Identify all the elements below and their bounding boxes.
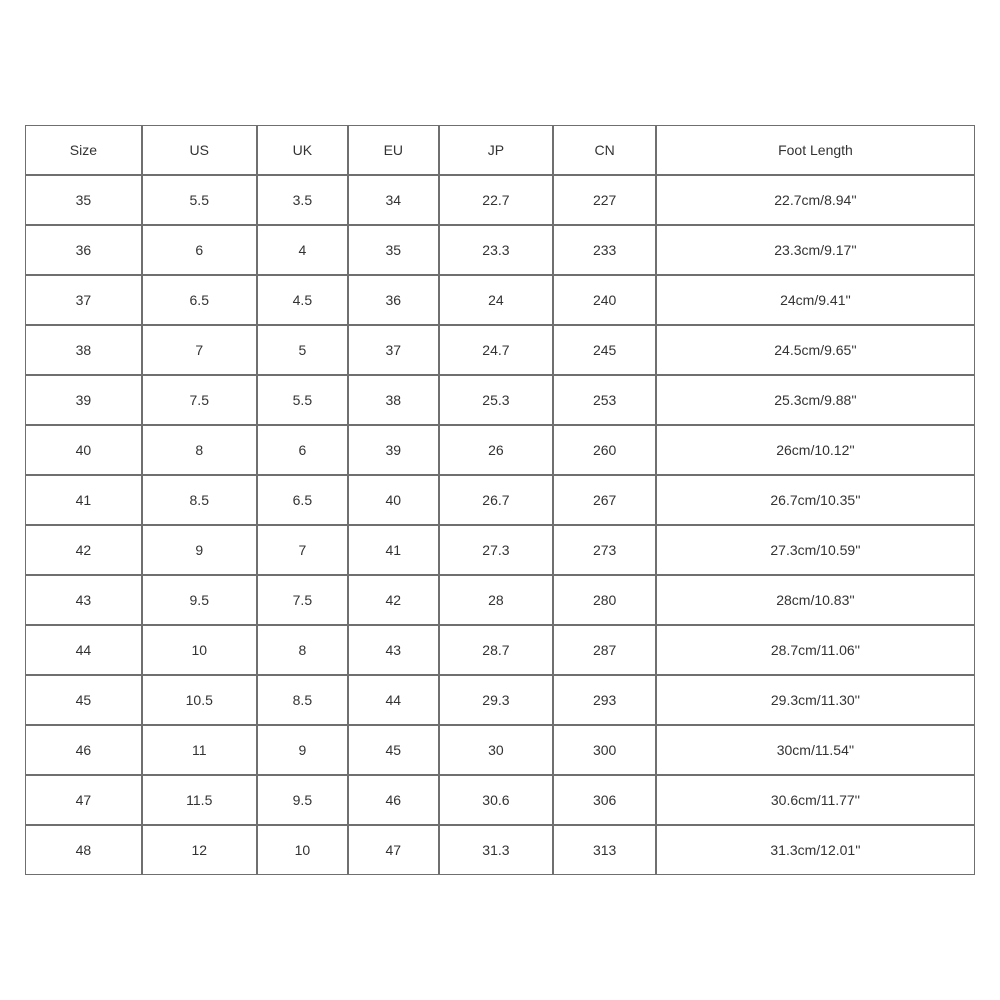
cell-us: 8: [143, 426, 258, 476]
cell-us: 6: [143, 226, 258, 276]
cell-uk: 8: [258, 626, 349, 676]
cell-eu: 39: [349, 426, 439, 476]
cell-cn: 267: [554, 476, 657, 526]
table-row: [26, 576, 975, 626]
cell-jp: 26.7: [440, 476, 555, 526]
cell-jp: 31.3: [440, 826, 555, 875]
cell-uk: 6: [258, 426, 349, 476]
cell-jp: 26: [440, 426, 555, 476]
cell-jp: 23.3: [440, 226, 555, 276]
cell-size: 45: [26, 676, 143, 726]
size-chart-table: [25, 125, 975, 875]
table-row: [26, 676, 975, 726]
cell-eu: 35: [349, 226, 439, 276]
cell-us: 10.5: [143, 676, 258, 726]
cell-foot-length: 30.6cm/11.77'': [657, 776, 975, 826]
cell-us: 6.5: [143, 276, 258, 326]
cell-eu: 46: [349, 776, 439, 826]
cell-foot-length: 24cm/9.41'': [657, 276, 975, 326]
header-cn: CN: [554, 126, 657, 176]
cell-foot-length: 24.5cm/9.65'': [657, 326, 975, 376]
cell-size: 42: [26, 526, 143, 576]
cell-jp: 30.6: [440, 776, 555, 826]
header-row: [26, 126, 975, 176]
cell-jp: 24: [440, 276, 555, 326]
cell-us: 11: [143, 726, 258, 776]
cell-size: 40: [26, 426, 143, 476]
cell-jp: 29.3: [440, 676, 555, 726]
cell-jp: 28.7: [440, 626, 555, 676]
cell-foot-length: 23.3cm/9.17'': [657, 226, 975, 276]
cell-eu: 36: [349, 276, 439, 326]
cell-jp: 27.3: [440, 526, 555, 576]
table-row: [26, 826, 975, 875]
cell-eu: 37: [349, 326, 439, 376]
table-row: [26, 226, 975, 276]
table-row: [26, 176, 975, 226]
cell-cn: 273: [554, 526, 657, 576]
cell-uk: 4.5: [258, 276, 349, 326]
cell-eu: 45: [349, 726, 439, 776]
cell-foot-length: 26.7cm/10.35'': [657, 476, 975, 526]
cell-eu: 47: [349, 826, 439, 875]
cell-uk: 7: [258, 526, 349, 576]
cell-uk: 9.5: [258, 776, 349, 826]
cell-foot-length: 28cm/10.83'': [657, 576, 975, 626]
cell-jp: 25.3: [440, 376, 555, 426]
cell-foot-length: 29.3cm/11.30'': [657, 676, 975, 726]
cell-eu: 44: [349, 676, 439, 726]
table-row: [26, 626, 975, 676]
table-row: [26, 526, 975, 576]
table-row: [26, 376, 975, 426]
cell-us: 12: [143, 826, 258, 875]
cell-cn: 313: [554, 826, 657, 875]
cell-size: 36: [26, 226, 143, 276]
cell-us: 10: [143, 626, 258, 676]
cell-eu: 43: [349, 626, 439, 676]
cell-us: 8.5: [143, 476, 258, 526]
header-jp: JP: [440, 126, 555, 176]
header-size: Size: [26, 126, 143, 176]
cell-uk: 5.5: [258, 376, 349, 426]
cell-size: 46: [26, 726, 143, 776]
cell-jp: 22.7: [440, 176, 555, 226]
cell-size: 35: [26, 176, 143, 226]
cell-us: 9: [143, 526, 258, 576]
cell-us: 11.5: [143, 776, 258, 826]
cell-size: 48: [26, 826, 143, 875]
cell-us: 5.5: [143, 176, 258, 226]
header-foot-length: Foot Length: [657, 126, 975, 176]
cell-uk: 8.5: [258, 676, 349, 726]
cell-size: 43: [26, 576, 143, 626]
header-eu: EU: [349, 126, 439, 176]
table-row: [26, 476, 975, 526]
cell-uk: 3.5: [258, 176, 349, 226]
cell-foot-length: 22.7cm/8.94'': [657, 176, 975, 226]
cell-size: 37: [26, 276, 143, 326]
table-row: [26, 276, 975, 326]
cell-cn: 293: [554, 676, 657, 726]
cell-cn: 260: [554, 426, 657, 476]
cell-cn: 300: [554, 726, 657, 776]
cell-size: 38: [26, 326, 143, 376]
cell-us: 9.5: [143, 576, 258, 626]
cell-foot-length: 30cm/11.54'': [657, 726, 975, 776]
cell-us: 7: [143, 326, 258, 376]
cell-cn: 280: [554, 576, 657, 626]
cell-size: 44: [26, 626, 143, 676]
cell-size: 47: [26, 776, 143, 826]
cell-foot-length: 27.3cm/10.59'': [657, 526, 975, 576]
cell-eu: 41: [349, 526, 439, 576]
table-row: [26, 776, 975, 826]
cell-jp: 28: [440, 576, 555, 626]
cell-cn: 233: [554, 226, 657, 276]
cell-uk: 10: [258, 826, 349, 875]
cell-cn: 240: [554, 276, 657, 326]
header-us: US: [143, 126, 258, 176]
table-row: [26, 426, 975, 476]
cell-eu: 42: [349, 576, 439, 626]
cell-eu: 34: [349, 176, 439, 226]
cell-uk: 7.5: [258, 576, 349, 626]
cell-uk: 4: [258, 226, 349, 276]
cell-foot-length: 31.3cm/12.01'': [657, 826, 975, 875]
cell-cn: 227: [554, 176, 657, 226]
cell-us: 7.5: [143, 376, 258, 426]
cell-size: 39: [26, 376, 143, 426]
cell-foot-length: 26cm/10.12'': [657, 426, 975, 476]
cell-uk: 5: [258, 326, 349, 376]
table-row: [26, 326, 975, 376]
cell-uk: 6.5: [258, 476, 349, 526]
header-uk: UK: [258, 126, 349, 176]
cell-cn: 253: [554, 376, 657, 426]
table-body: [26, 176, 975, 875]
cell-size: 41: [26, 476, 143, 526]
cell-uk: 9: [258, 726, 349, 776]
cell-cn: 306: [554, 776, 657, 826]
cell-eu: 38: [349, 376, 439, 426]
cell-foot-length: 25.3cm/9.88'': [657, 376, 975, 426]
cell-jp: 30: [440, 726, 555, 776]
cell-jp: 24.7: [440, 326, 555, 376]
cell-eu: 40: [349, 476, 439, 526]
cell-cn: 245: [554, 326, 657, 376]
table-header: [26, 126, 975, 176]
table-row: [26, 726, 975, 776]
cell-foot-length: 28.7cm/11.06'': [657, 626, 975, 676]
cell-cn: 287: [554, 626, 657, 676]
